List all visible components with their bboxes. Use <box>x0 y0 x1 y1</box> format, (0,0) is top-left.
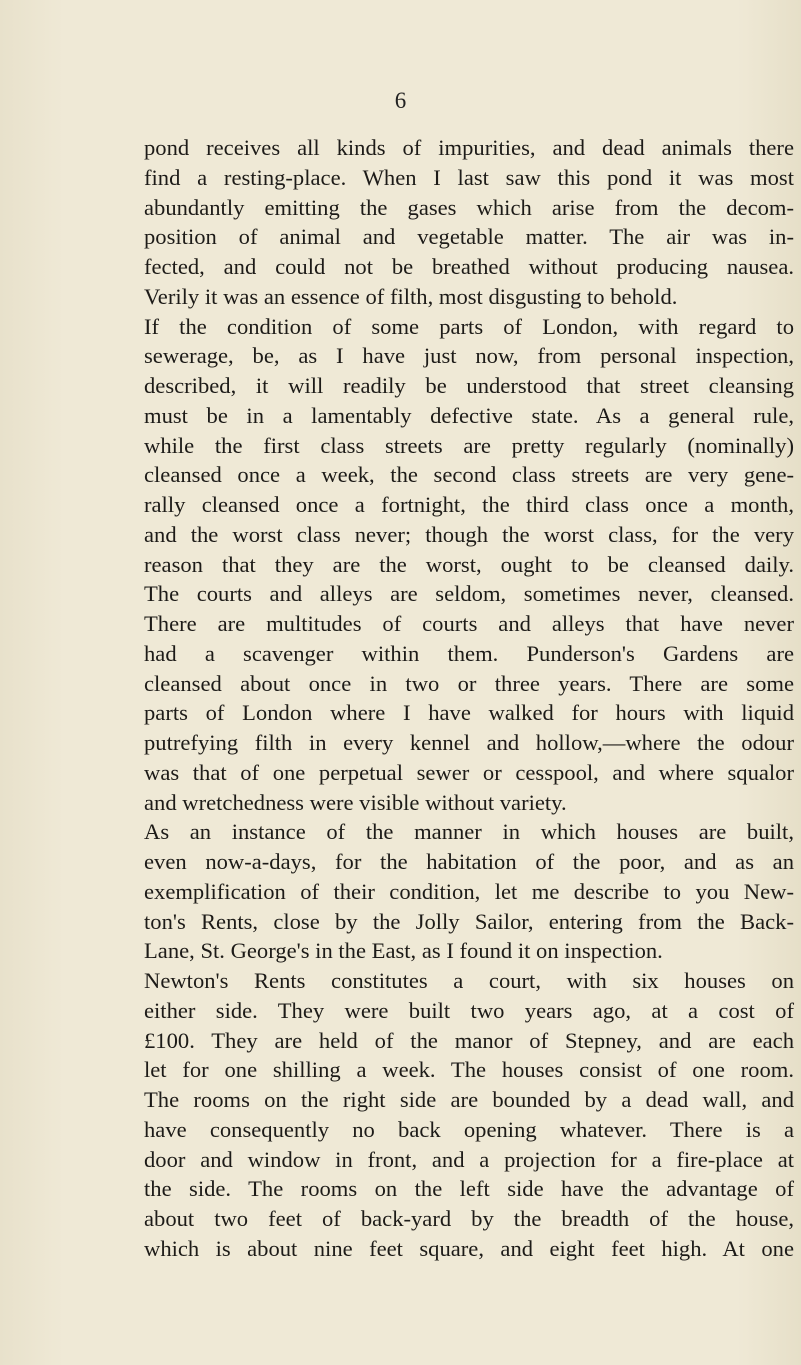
text-line: The courts and alleys are seldom, sometimes never, cleansed. <box>144 581 794 607</box>
text-line: Newton's Rents constitutes a court, with six houses on <box>144 968 794 993</box>
text-line: have consequently no back opening whatever. There is a <box>144 1116 794 1142</box>
text-line: abundantly emitting the gases which arise from the decom- <box>144 194 794 220</box>
text-line: must be in a lamentably defective state. As a general rule, <box>144 402 794 428</box>
text-line: even now-a-days, for the habitation of the poor, and as an <box>144 849 794 874</box>
text-line: putrefying filth in every kennel and hollow,—where the odour <box>144 730 794 755</box>
text-line: the side. The rooms on the left side have the advantage of <box>144 1176 794 1202</box>
text-line: If the condition of some parts of London, with regard to <box>144 313 794 339</box>
text-line: let for one shilling a week. The houses consist of one room. <box>144 1057 794 1083</box>
text-line: ton's Rents, close by the Jolly Sailor, entering from the Back- <box>144 908 794 934</box>
text-line: had a scavenger within them. Punderson's Gardens are <box>144 640 794 666</box>
text-line: There are multitudes of courts and alleys that have never <box>144 611 794 636</box>
text-line: exemplification of their condition, let me describe to you New- <box>144 878 794 904</box>
text-line: described, it will readily be understood that street cleansing <box>144 373 794 398</box>
text-line: while the first class streets are pretty regularly (nominally) <box>144 432 794 458</box>
page-number: 6 <box>394 88 407 113</box>
text-line: Lane, St. George's in the East, as I found it on inspection. <box>144 938 663 964</box>
text-line: about two feet of back-yard by the breadth of the house, <box>144 1206 794 1231</box>
text-line: sewerage, be, as I have just now, from personal inspection, <box>144 343 794 369</box>
text-line: reason that they are the worst, ought to be cleansed daily. <box>144 551 794 577</box>
text-line: which is about nine feet square, and eight feet high. At one <box>144 1235 794 1261</box>
text-line: parts of London where I have walked for hours with liquid <box>144 700 794 726</box>
text-line: cleansed about once in two or three years. There are some <box>144 670 794 696</box>
body-text <box>144 133 794 1264</box>
text-line: £100. They are held of the manor of Stepney, and are each <box>144 1027 794 1053</box>
text-line: door and window in front, and a projection for a fire-place at <box>144 1146 794 1172</box>
text-line: fected, and could not be breathed without producing nausea. <box>144 254 794 279</box>
text-line: and the worst class never; though the worst class, for the very <box>144 521 794 547</box>
text-line: rally cleansed once a fortnight, the third class once a month, <box>144 492 794 517</box>
text-line: find a resting-place. When I last saw this pond it was most <box>144 164 794 190</box>
text-line: and wretchedness were visible without variety. <box>144 789 567 815</box>
text-line: The rooms on the right side are bounded by a dead wall, and <box>144 1087 794 1112</box>
text-line: pond receives all kinds of impurities, and dead animals there <box>144 135 794 160</box>
text-line: position of animal and vegetable matter. The air was in- <box>144 224 794 250</box>
text-line: As an instance of the manner in which houses are built, <box>144 819 794 845</box>
text-line: Verily it was an essence of filth, most disgusting to behold. <box>144 283 678 309</box>
text-line: either side. They were built two years ago, at a cost of <box>144 997 794 1023</box>
text-line: cleansed once a week, the second class streets are very gene- <box>144 462 794 488</box>
text-line: was that of one perpetual sewer or cesspool, and where squalor <box>144 759 794 785</box>
